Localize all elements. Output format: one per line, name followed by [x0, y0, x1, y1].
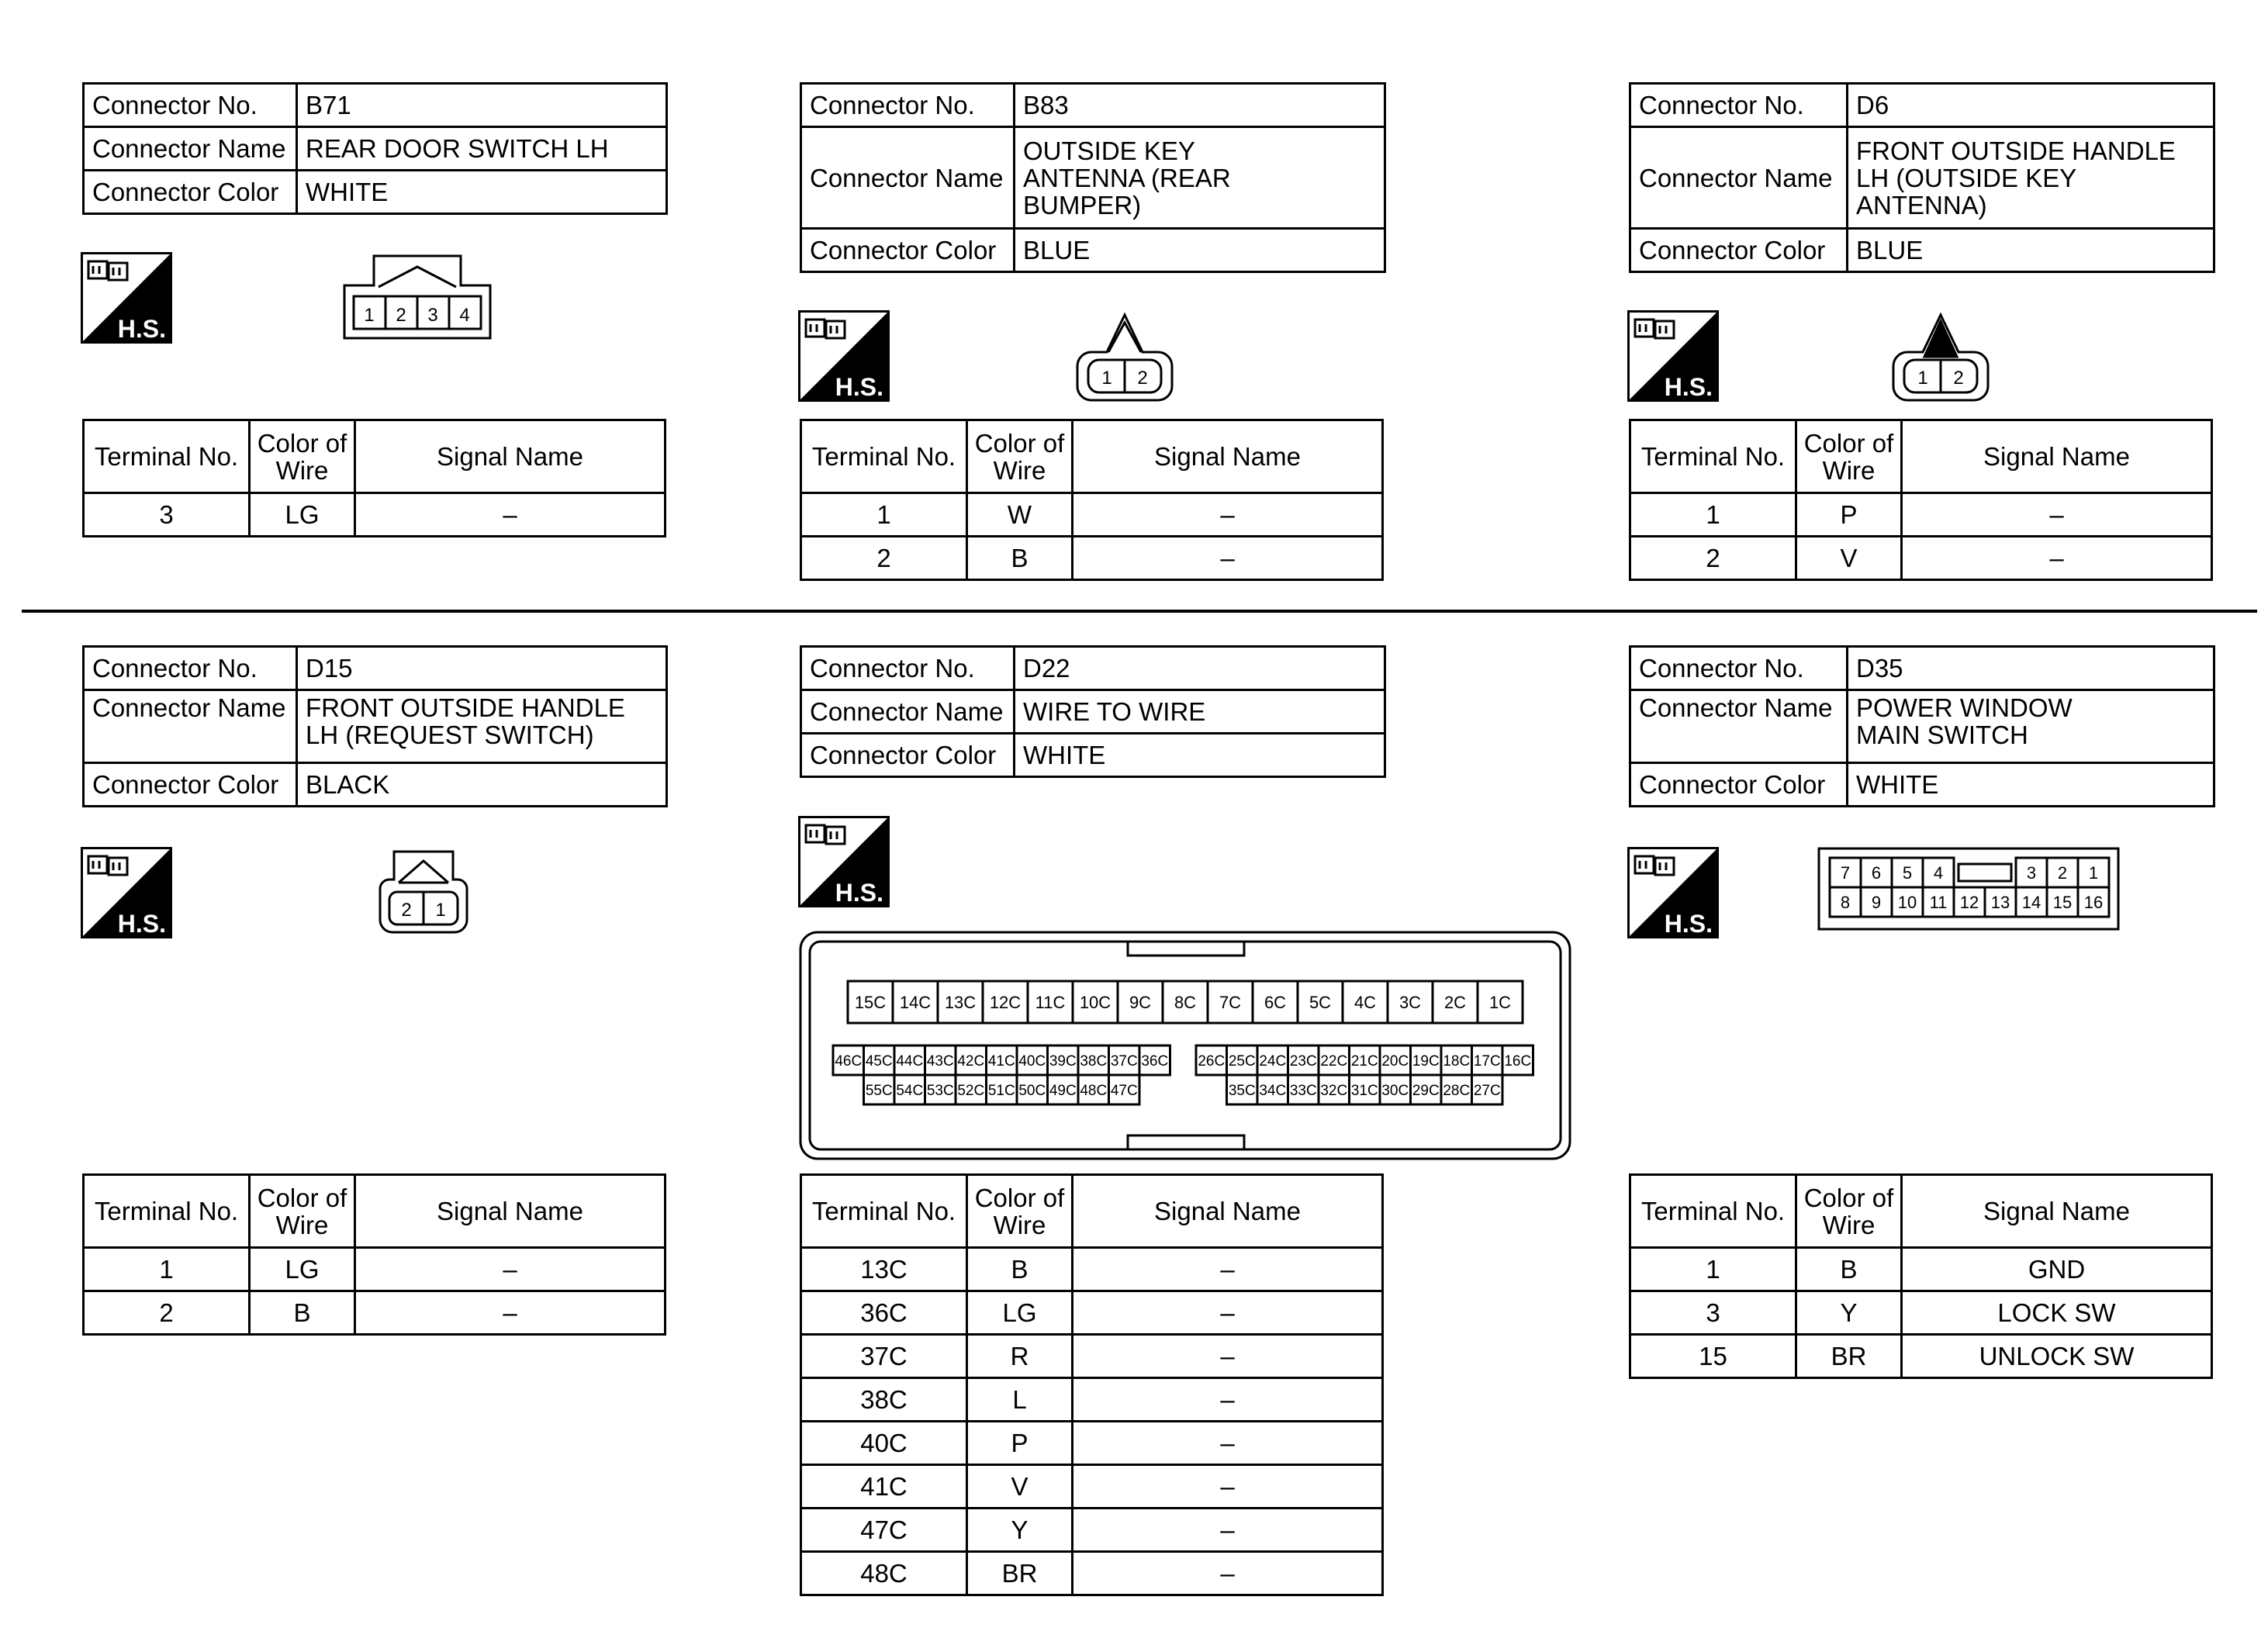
- label-connector-color: Connector Color: [84, 763, 297, 807]
- table-row: [84, 1248, 666, 1291]
- pin-label: 34C: [1259, 1082, 1287, 1099]
- terminal-no: 37C: [801, 1335, 967, 1378]
- terminal-no: 2: [84, 1291, 250, 1335]
- signal-name: –: [1073, 493, 1383, 537]
- header-terminal-no: Terminal No.: [801, 1175, 967, 1248]
- terminal-table-d35: [1629, 1173, 2213, 1379]
- connector-no-value: B71: [297, 84, 667, 127]
- terminal-no: 2: [801, 537, 967, 580]
- pin-label: 13: [1990, 892, 2010, 912]
- pin-label: 1: [2088, 862, 2099, 883]
- signal-name: –: [1902, 493, 2212, 537]
- pin-label: 48C: [1080, 1082, 1108, 1099]
- header-color-of-wire: Color of Wire: [967, 1175, 1073, 1248]
- label-connector-color: Connector Color: [1630, 763, 1848, 807]
- wire-color: LG: [250, 493, 355, 537]
- connector-face-d15: [377, 848, 470, 935]
- header-signal-name: Signal Name: [355, 420, 666, 493]
- table-row: [801, 1552, 1383, 1595]
- pin-label: 4: [459, 305, 470, 326]
- terminal-no: 3: [1630, 1291, 1796, 1335]
- pin-label: 53C: [926, 1082, 954, 1099]
- pin-label: 5: [1902, 862, 1913, 883]
- table-row: [801, 493, 1383, 537]
- terminal-no: 1: [1630, 493, 1796, 537]
- wire-color: B: [250, 1291, 355, 1335]
- header-signal-name: Signal Name: [1902, 420, 2212, 493]
- pin-label: 8C: [1174, 992, 1197, 1012]
- terminal-no: 1: [1630, 1248, 1796, 1291]
- signal-name: GND: [1902, 1248, 2212, 1291]
- pin-label: 47C: [1110, 1082, 1138, 1099]
- pin-label: 8: [1840, 892, 1851, 912]
- pin-label: 10C: [1079, 992, 1111, 1012]
- connector-info-d6: [1629, 82, 2215, 273]
- pin-label: 39C: [1049, 1052, 1077, 1070]
- signal-name: UNLOCK SW: [1902, 1335, 2212, 1378]
- terminal-no: 1: [84, 1248, 250, 1291]
- pin-label: 18C: [1443, 1052, 1471, 1070]
- signal-name: –: [1073, 1335, 1383, 1378]
- signal-name: –: [1073, 1422, 1383, 1465]
- pin-label: 3: [427, 305, 438, 326]
- terminal-no: 36C: [801, 1291, 967, 1335]
- wire-color: V: [1796, 537, 1902, 580]
- pin-label: 1C: [1488, 992, 1512, 1012]
- connector-info-d15: [82, 645, 668, 807]
- label-connector-name: Connector Name: [1630, 690, 1848, 763]
- label-connector-no: Connector No.: [1630, 84, 1848, 127]
- pin-label: 2: [401, 900, 412, 921]
- label-connector-name: Connector Name: [801, 127, 1015, 229]
- pin-block-right: [1196, 1045, 1533, 1104]
- header-terminal-no: Terminal No.: [1630, 1175, 1796, 1248]
- pin-label: 10: [1897, 892, 1917, 912]
- terminal-table-b83: [800, 419, 1384, 581]
- connector-color-value: WHITE: [1848, 763, 2214, 807]
- connector-no-value: D22: [1015, 647, 1385, 690]
- wire-color: B: [967, 537, 1073, 580]
- pin-label: 1: [435, 900, 446, 921]
- signal-name: LOCK SW: [1902, 1291, 2212, 1335]
- connector-no-value: D35: [1848, 647, 2214, 690]
- label-connector-name: Connector Name: [84, 690, 297, 763]
- wire-color: LG: [967, 1291, 1073, 1335]
- terminal-no: 48C: [801, 1552, 967, 1595]
- pin-label: 6: [1871, 862, 1882, 883]
- pin-label: 20C: [1381, 1052, 1409, 1070]
- pin-label: 25C: [1228, 1052, 1256, 1070]
- pin-label: 16C: [1504, 1052, 1532, 1070]
- table-row: [1630, 1248, 2212, 1291]
- pin-label: 40C: [1018, 1052, 1046, 1070]
- wire-color: Y: [1796, 1291, 1902, 1335]
- header-signal-name: Signal Name: [1902, 1175, 2212, 1248]
- table-row: [1630, 537, 2212, 580]
- label-connector-no: Connector No.: [1630, 647, 1848, 690]
- pin-label: 45C: [865, 1052, 893, 1070]
- header-color-of-wire: Color of Wire: [1796, 420, 1902, 493]
- pin-label: 3C: [1398, 992, 1422, 1012]
- label-connector-color: Connector Color: [1630, 229, 1848, 272]
- signal-name: –: [1073, 537, 1383, 580]
- terminal-table-d15: [82, 1173, 666, 1336]
- pin-row-top: [848, 981, 1523, 1023]
- wire-color: B: [967, 1248, 1073, 1291]
- pin-label: 14C: [899, 992, 932, 1012]
- pin-label: 2C: [1443, 992, 1467, 1012]
- pin-label: 44C: [896, 1052, 924, 1070]
- header-signal-name: Signal Name: [1073, 1175, 1383, 1248]
- pin-label: 52C: [957, 1082, 985, 1099]
- label-connector-name: Connector Name: [1630, 127, 1848, 229]
- pin-label: 55C: [865, 1082, 893, 1099]
- hs-badge-text: H.S.: [117, 910, 166, 938]
- connector-name-value: REAR DOOR SWITCH LH: [297, 127, 667, 171]
- harness-side-badge-b83: [798, 310, 890, 402]
- pin-label: 15: [2052, 892, 2073, 912]
- wire-color: B: [1796, 1248, 1902, 1291]
- pin-label: 1: [364, 305, 375, 326]
- wire-color: Y: [967, 1509, 1073, 1552]
- connector-info-d35: [1629, 645, 2215, 807]
- table-row: [801, 1248, 1383, 1291]
- wire-color: P: [1796, 493, 1902, 537]
- header-color-of-wire: Color of Wire: [250, 1175, 355, 1248]
- table-row: [1630, 493, 2212, 537]
- wire-color: LG: [250, 1248, 355, 1291]
- signal-name: –: [355, 1248, 666, 1291]
- section-divider: [22, 610, 2257, 613]
- table-row: [801, 1509, 1383, 1552]
- hs-badge-text: H.S.: [117, 315, 166, 343]
- terminal-no: 3: [84, 493, 250, 537]
- wire-color: L: [967, 1378, 1073, 1422]
- label-connector-name: Connector Name: [801, 690, 1015, 734]
- terminal-table-d6: [1629, 419, 2213, 581]
- connector-face-d35: [1817, 847, 2121, 932]
- header-terminal-no: Terminal No.: [1630, 420, 1796, 493]
- pin-label: 5C: [1309, 992, 1332, 1012]
- pin-label: 4: [1933, 862, 1944, 883]
- connector-name-value: FRONT OUTSIDE HANDLE LH (OUTSIDE KEY ANTENNA): [1848, 127, 2214, 229]
- pin-label: 13C: [944, 992, 977, 1012]
- hs-badge-text: H.S.: [835, 373, 883, 401]
- wire-color: R: [967, 1335, 1073, 1378]
- pin-label: 30C: [1381, 1082, 1409, 1099]
- header-terminal-no: Terminal No.: [84, 1175, 250, 1248]
- pin-label: 6C: [1264, 992, 1287, 1012]
- pin-label: 2: [396, 305, 406, 326]
- terminal-no: 1: [801, 493, 967, 537]
- pin-label: 36C: [1141, 1052, 1169, 1070]
- connector-info-b83: [800, 82, 1386, 273]
- harness-side-badge-d15: [81, 847, 172, 938]
- signal-name: –: [1073, 1509, 1383, 1552]
- pin-label: 23C: [1289, 1052, 1317, 1070]
- pin-label: 19C: [1412, 1052, 1440, 1070]
- pin-label: 27C: [1473, 1082, 1501, 1099]
- header-color-of-wire: Color of Wire: [967, 420, 1073, 493]
- connector-no-value: D15: [297, 647, 667, 690]
- connector-no-value: B83: [1015, 84, 1385, 127]
- signal-name: –: [355, 1291, 666, 1335]
- signal-name: –: [1073, 1378, 1383, 1422]
- harness-side-badge-d35: [1627, 847, 1719, 938]
- pin-label: 31C: [1350, 1082, 1378, 1099]
- pin-label: 22C: [1320, 1052, 1348, 1070]
- pin-label: 15C: [854, 992, 887, 1012]
- table-row: [84, 1291, 666, 1335]
- label-connector-no: Connector No.: [84, 84, 297, 127]
- table-row: [801, 1291, 1383, 1335]
- table-row: [1630, 1335, 2212, 1378]
- connector-name-value: WIRE TO WIRE: [1015, 690, 1385, 734]
- label-connector-no: Connector No.: [84, 647, 297, 690]
- table-row: [1630, 1291, 2212, 1335]
- wire-color: P: [967, 1422, 1073, 1465]
- pin-label: 9: [1871, 892, 1882, 912]
- connector-info-d22: [800, 645, 1386, 778]
- connector-name-value: POWER WINDOW MAIN SWITCH: [1848, 690, 2214, 763]
- connector-color-value: BLUE: [1015, 229, 1385, 272]
- pin-label: 49C: [1049, 1082, 1077, 1099]
- terminal-no: 47C: [801, 1509, 967, 1552]
- signal-name: –: [1902, 537, 2212, 580]
- pin-label: 46C: [835, 1052, 863, 1070]
- header-terminal-no: Terminal No.: [801, 420, 967, 493]
- label-connector-color: Connector Color: [801, 229, 1015, 272]
- terminal-table-b71: [82, 419, 666, 537]
- header-signal-name: Signal Name: [1073, 420, 1383, 493]
- pin-label: 35C: [1228, 1082, 1256, 1099]
- connector-face-b83: [1074, 312, 1175, 403]
- pin-label: 43C: [926, 1052, 954, 1070]
- signal-name: –: [355, 493, 666, 537]
- connector-face-d22: [799, 931, 1571, 1160]
- terminal-no: 2: [1630, 537, 1796, 580]
- pin-label: 54C: [896, 1082, 924, 1099]
- terminal-table-d22: [800, 1173, 1384, 1596]
- table-row: [801, 1465, 1383, 1509]
- pin-label: 11C: [1035, 992, 1066, 1012]
- pin-label: 1: [1917, 368, 1928, 389]
- pin-label: 2: [1953, 368, 1964, 389]
- label-connector-no: Connector No.: [801, 84, 1015, 127]
- connector-color-value: BLACK: [297, 763, 667, 807]
- table-row: [801, 1335, 1383, 1378]
- pin-label: 37C: [1110, 1052, 1138, 1070]
- pin-label: 12: [1959, 892, 1979, 912]
- pin-label: 51C: [987, 1082, 1015, 1099]
- pin-label: 7: [1840, 862, 1851, 883]
- hs-badge-text: H.S.: [1664, 910, 1713, 938]
- pin-label: 2: [2057, 862, 2068, 883]
- signal-name: –: [1073, 1291, 1383, 1335]
- harness-side-badge-b71: [81, 252, 172, 344]
- pin-label: 21C: [1350, 1052, 1378, 1070]
- pin-label: 16: [2083, 892, 2104, 912]
- pin-label: 12C: [989, 992, 1022, 1012]
- pin-label: 9C: [1129, 992, 1152, 1012]
- terminal-no: 15: [1630, 1335, 1796, 1378]
- connector-name-value: OUTSIDE KEY ANTENNA (REAR BUMPER): [1015, 127, 1385, 229]
- pin-label: 50C: [1018, 1082, 1046, 1099]
- connector-face-b71: [341, 254, 493, 341]
- pin-label: 26C: [1198, 1052, 1226, 1070]
- connector-info-b71: [82, 82, 668, 215]
- harness-side-badge-d22: [798, 816, 890, 907]
- pin-label: 32C: [1320, 1082, 1348, 1099]
- terminal-no: 13C: [801, 1248, 967, 1291]
- wire-color: W: [967, 493, 1073, 537]
- pin-label: 42C: [957, 1052, 985, 1070]
- signal-name: –: [1073, 1465, 1383, 1509]
- table-row: [801, 1422, 1383, 1465]
- harness-side-badge-d6: [1627, 310, 1719, 402]
- pin-label: 17C: [1473, 1052, 1501, 1070]
- header-terminal-no: Terminal No.: [84, 420, 250, 493]
- wire-color: V: [967, 1465, 1073, 1509]
- pin-label: 41C: [987, 1052, 1015, 1070]
- label-connector-name: Connector Name: [84, 127, 297, 171]
- pin-label: 2: [1137, 368, 1148, 389]
- connector-color-value: BLUE: [1848, 229, 2214, 272]
- hs-badge-text: H.S.: [835, 879, 883, 907]
- pin-label: 33C: [1289, 1082, 1317, 1099]
- pin-label: 3: [2026, 862, 2037, 883]
- terminal-no: 41C: [801, 1465, 967, 1509]
- terminal-no: 40C: [801, 1422, 967, 1465]
- signal-name: –: [1073, 1248, 1383, 1291]
- wire-color: BR: [1796, 1335, 1902, 1378]
- connector-lock-key: [1958, 864, 2011, 881]
- label-connector-color: Connector Color: [801, 734, 1015, 777]
- pin-grid: [1830, 858, 2109, 917]
- pin-label: 7C: [1219, 992, 1242, 1012]
- wire-color: BR: [967, 1552, 1073, 1595]
- pin-label: 14: [2021, 892, 2041, 912]
- header-color-of-wire: Color of Wire: [1796, 1175, 1902, 1248]
- label-connector-no: Connector No.: [801, 647, 1015, 690]
- connector-face-d6: [1890, 312, 1991, 403]
- hs-badge-text: H.S.: [1664, 373, 1713, 401]
- connector-color-value: WHITE: [1015, 734, 1385, 777]
- pin-label: 4C: [1353, 992, 1377, 1012]
- header-color-of-wire: Color of Wire: [250, 420, 355, 493]
- pin-label: 28C: [1443, 1082, 1471, 1099]
- pin-label: 29C: [1412, 1082, 1440, 1099]
- label-connector-color: Connector Color: [84, 171, 297, 214]
- pin-label: 11: [1929, 892, 1948, 912]
- terminal-no: 38C: [801, 1378, 967, 1422]
- connector-no-value: D6: [1848, 84, 2214, 127]
- signal-name: –: [1073, 1552, 1383, 1595]
- table-row: [801, 537, 1383, 580]
- pin-label: 38C: [1080, 1052, 1108, 1070]
- connector-color-value: WHITE: [297, 171, 667, 214]
- pin-block-left: [833, 1045, 1170, 1104]
- header-signal-name: Signal Name: [355, 1175, 666, 1248]
- pin-label: 24C: [1259, 1052, 1287, 1070]
- table-row: [84, 493, 666, 537]
- connector-name-value: FRONT OUTSIDE HANDLE LH (REQUEST SWITCH): [297, 690, 667, 763]
- pin-label: 1: [1101, 368, 1112, 389]
- table-row: [801, 1378, 1383, 1422]
